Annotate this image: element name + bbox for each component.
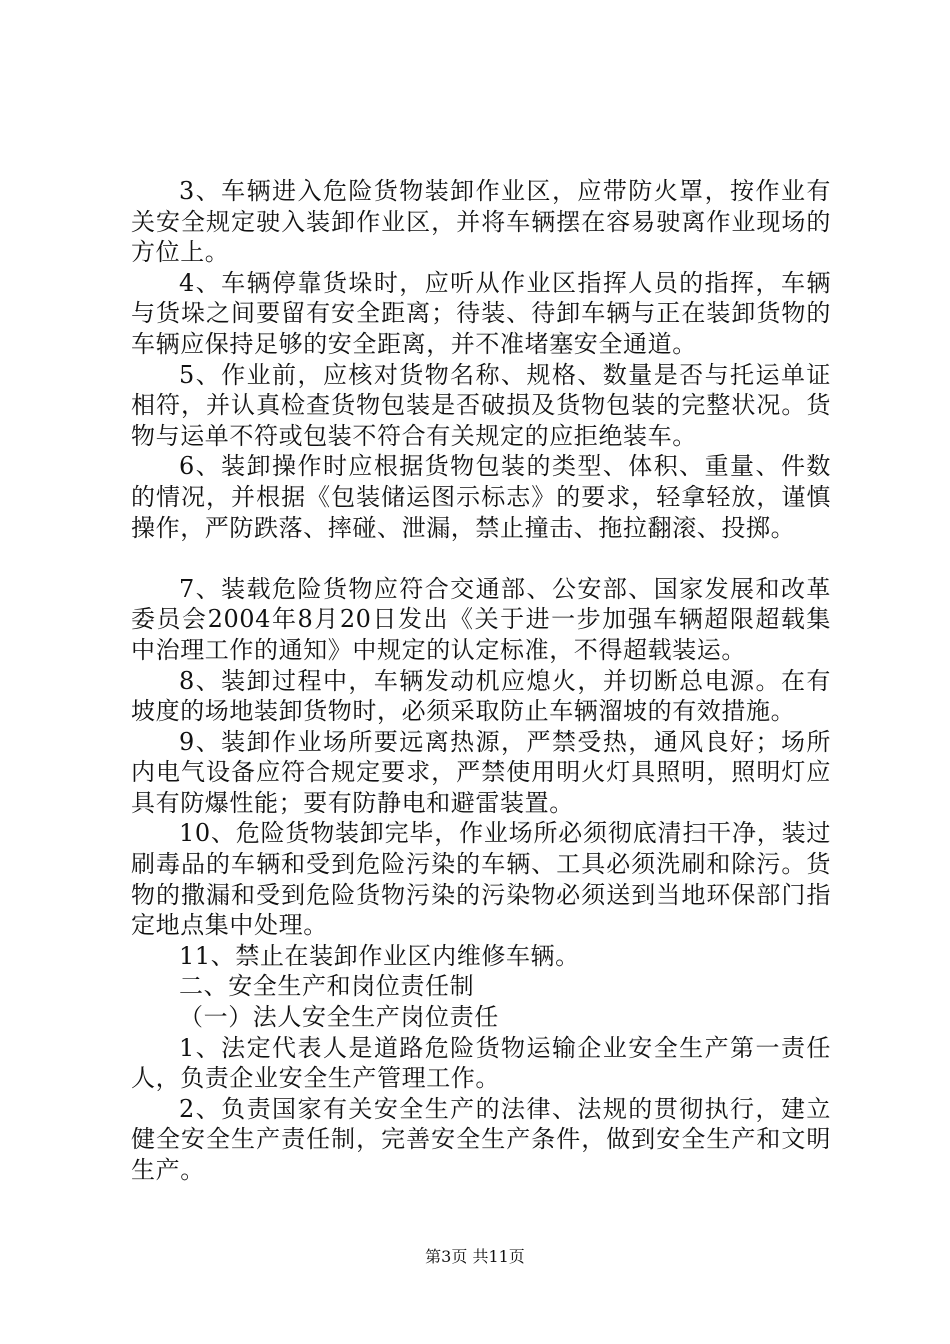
subsection-heading: （一）法人安全生产岗位责任: [179, 1003, 499, 1032]
paragraph-item-11: 11、禁止在装卸作业区内维修车辆。: [179, 941, 580, 970]
document-body: [131, 176, 831, 1186]
paragraph-item-10: 10、危险货物装卸完毕，作业场所必须彻底清扫干净，装过刷毒品的车辆和受到危险污染的车辆、工具必须洗刷和除污。货物的撒漏和受到危险货物污染的污染物必须送到当地环保部门指定地点集中处理。: [131, 819, 831, 940]
paragraph-item-8: 8、装卸过程中，车辆发动机应熄火，并切断总电源。在有坡度的场地装卸货物时，必须采取防止车辆溜坡的有效措施。: [131, 666, 831, 726]
paragraph-item-6: 6、装卸操作时应根据货物包装的类型、体积、重量、件数的情况，并根据《包装储运图示标志》的要求，轻拿轻放，谨慎操作，严防跌落、摔碰、泄漏，禁止撞击、拖拉翻滚、投掷。: [131, 452, 831, 542]
page-number-footer: 第3页 共11页: [425, 1247, 525, 1266]
paragraph-item-5: 5、作业前，应核对货物名称、规格、数量是否与托运单证相符，并认真检查货物包装是否破损及货物包装的完整状况。货物与运单不符或包装不符合有关规定的应拒绝装车。: [131, 360, 831, 450]
paragraph-item-4: 4、车辆停靠货垛时，应听从作业区指挥人员的指挥，车辆与货垛之间要留有安全距离；待装、待卸车辆与正在装卸货物的车辆应保持足够的安全距离，并不准堵塞安全通道。: [131, 268, 831, 358]
paragraph-item-7: 7、装载危险货物应符合交通部、公安部、国家发展和改革委员会2004年8月20日发出《关于进一步加强车辆超限超载集中治理工作的通知》中规定的认定标准，不得超载装运。: [131, 574, 831, 664]
paragraph-duty-1: 1、法定代表人是道路危险货物运输企业安全生产第一责任人，负责企业安全生产管理工作。: [131, 1033, 831, 1093]
paragraph-item-3: 3、车辆进入危险货物装卸作业区，应带防火罩，按作业有关安全规定驶入装卸作业区，并将车辆摆在容易驶离作业现场的方位上。: [131, 177, 831, 267]
section-heading: 二、安全生产和岗位责任制: [179, 972, 475, 1001]
paragraph-item-9: 9、装卸作业场所要远离热源，严禁受热，通风良好；场所内电气设备应符合规定要求，严禁使用明火灯具照明，照明灯应具有防爆性能；要有防静电和避雷装置。: [131, 727, 831, 817]
paragraph-duty-2: 2、负责国家有关安全生产的法律、法规的贯彻执行，建立健全安全生产责任制，完善安全生产条件，做到安全生产和文明生产。: [131, 1094, 831, 1184]
